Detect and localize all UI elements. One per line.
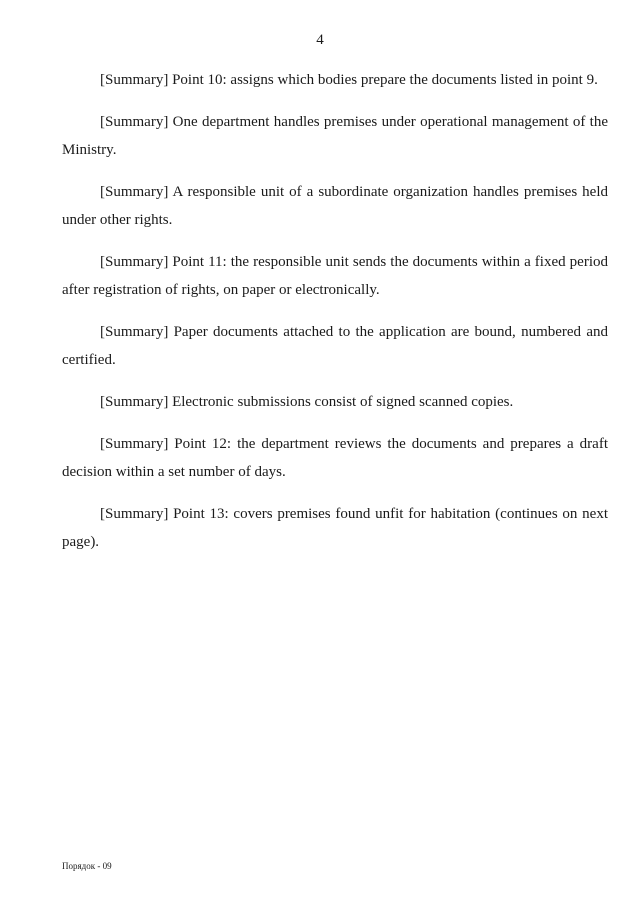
paragraph: [Summary] A responsible unit of a subordinate organization handles premises held under other rights. (62, 184, 608, 228)
paragraph: [Summary] Point 13: covers premises found unfit for habitation (continues on next page). (62, 506, 608, 550)
page-number: 4 (316, 32, 324, 48)
paragraph: [Summary] Point 12: the department reviews the documents and prepares a draft decision within a set number of days. (62, 436, 608, 480)
paragraph: [Summary] One department handles premises under operational management of the Ministry. (62, 114, 608, 158)
paragraph: [Summary] Electronic submissions consist of signed scanned copies. (100, 394, 514, 410)
paragraph: [Summary] Point 11: the responsible unit sends the documents within a fixed period after registration of rights, on paper or electronically. (62, 254, 608, 298)
document-body (62, 66, 608, 570)
footer-label: Порядок - 09 (62, 861, 112, 871)
paragraph: [Summary] Point 10: assigns which bodies prepare the documents listed in point 9. (100, 72, 598, 88)
paragraph: [Summary] Paper documents attached to the application are bound, numbered and certified. (62, 324, 608, 368)
